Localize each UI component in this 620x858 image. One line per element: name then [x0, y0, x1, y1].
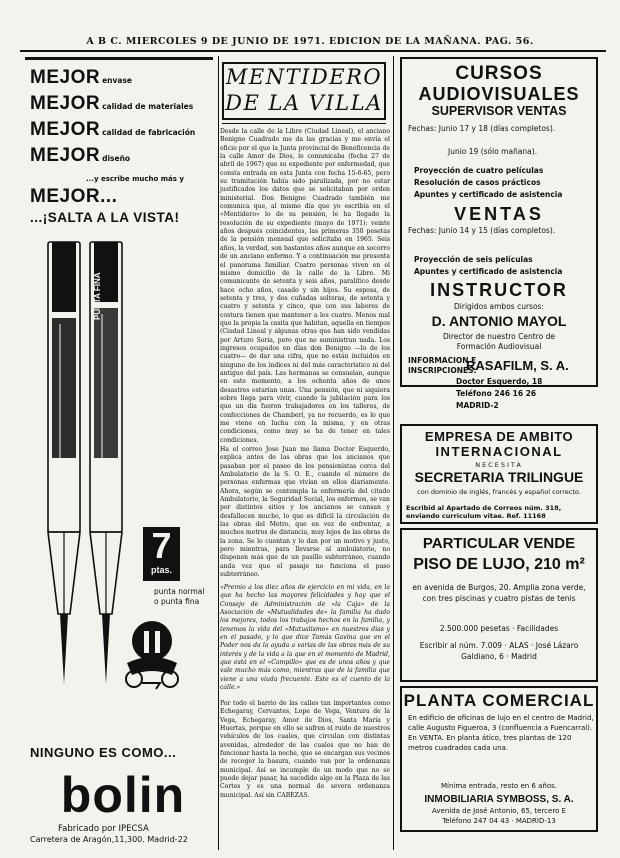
- cursos-address-3: MADRID-2: [456, 401, 499, 410]
- cursos-address-2: Teléfono 246 16 26: [456, 389, 537, 398]
- cursos-fechas-1b: Junio 19 (sólo mañana).: [448, 147, 538, 156]
- pen-label: PUNTA FINA: [93, 272, 102, 320]
- cursos-title-1: CURSOS: [455, 63, 543, 84]
- mejor-word: MEJOR: [30, 67, 101, 88]
- cursos-item-4: Proyección de seis películas: [414, 255, 533, 264]
- cursos-director-desc-1: Director de nuestro Centro de: [443, 332, 555, 341]
- column-rule-left: [218, 56, 219, 850]
- cursos-info-2: INSCRIPCIONES:: [408, 366, 477, 375]
- price-number: 7: [151, 525, 172, 566]
- pen-left-illustration: [48, 242, 80, 684]
- column-rule-right: [393, 56, 394, 850]
- cursos-title-3: SUPERVISOR VENTAS: [431, 104, 567, 118]
- mejor-detail: calidad de materiales: [102, 102, 194, 111]
- cursos-fechas-1: Fechas: Junio 17 y 18 (días completos).: [408, 124, 556, 133]
- cursos-ad-box: [400, 57, 598, 387]
- empresa-line-1: EMPRESA DE AMBITO: [424, 429, 574, 444]
- mejor-detail: calidad de fabricación: [102, 128, 196, 137]
- piso-line-3: en avenida de Burgos, 20. Amplia zona verde, con tres piscinas y cuatro pistas de tenis: [412, 583, 586, 603]
- planta-title: PLANTA COMERCIAL: [403, 691, 595, 710]
- planta-line-2: Mínima entrada, resto en 6 años.: [441, 782, 557, 790]
- mejor-line-2: [30, 93, 193, 115]
- column-paragraph-2: Ha el correo Jose Juan me llama Doctor Esquerdo, explica antes de las obras que los ancianos que pasaban por el paseo de los pensionistas cerca del Ambulatorio de la S. O. E., cuando el número de personas enfermas que vivían en ellos diariamente. Ahora, según se contempla la enfermería del citado Ambulatorio, la Seguridad Social, los enfermos, se van por distintos sitios y los ancianos se cansan y desfallecen mucho, lo que es difícil la circulación de las obras del Metro, que en vez de enfrentar, a muchos metros de distancia, muy lejos de las obras de la zona. Se lo cuentan y lo dan por un motivo y justo, pero mientras, para llevarse al ambulatorio, no disponen más que de un pasillo subterráneo, cuando anda vez que el pasaje no funciona el paso subterráneo.: [220, 446, 390, 579]
- empresa-ad-box: [400, 424, 598, 524]
- piso-line-5: Escribir al núm. 7.009 · ALAS · José Lázaro Galdiano, 6 · Madrid: [419, 641, 579, 661]
- column-paragraph-3: «Premio a los diez años de ejercicio en mi vida, en la que ha hecho las mayores felicidades y hay que el Consejo de Administración de «la Caja» de la Asociación de «Mutualidades de» la familia ha dado los mejores, todos los trabajos hechos en la familia, y tenemos la vida del «Mutualismo» en nuestros días y en el pasado, y lo que dice Tomás Gavina que en el Poder nos da la ayuda a varias de las obras más de su interés y de la vida a la que en el momento de Madrid, que está en el «Campillo» que es de unos años y que vale mucho más como, mientras que de la familia que viene a una viuda frecuente. Este es el cuento de la calle.»: [220, 584, 390, 692]
- bolin-brand: bolin: [60, 767, 186, 823]
- cursos-company: RASAFILM, S. A.: [466, 358, 569, 373]
- cursos-address-1: Doctor Esquerdo, 18: [456, 377, 543, 386]
- column-title-line1: MENTIDERO: [225, 65, 383, 89]
- salta-slogan: ...¡SALTA A LA VISTA!: [30, 210, 180, 225]
- empresa-line-2: INTERNACIONAL: [435, 444, 563, 459]
- piso-line-4: 2.500.000 pesetas · Facilidades: [439, 624, 559, 633]
- cursos-title-2: AUDIOVISUALES: [418, 84, 580, 104]
- mejor-dots: MEJOR...: [30, 186, 118, 207]
- cursos-director: D. ANTONIO MAYOL: [431, 313, 567, 329]
- cursos-ventas: VENTAS: [454, 204, 544, 224]
- price-desc-1: punta normal: [154, 587, 205, 596]
- mejor-word: MEJOR: [30, 119, 101, 140]
- planta-address: Avenida de José Antonio, 65, tercero E: [432, 807, 566, 815]
- bolin-ad-top-rule: [25, 57, 213, 60]
- column-paragraph-1: Desde la calle de la Libre (Ciudad Lineal), el anciano Benigno Cuadrado me da las gracias y me envía el oficio por el que la Junta provincial de Beneficencia de la calle Amor de Dios, le comunicaba (fecha 27 de abril de 1967) que su expediente por enfermedad, que consta entrada en esta Junta con fecha 15-6-65, pero su tramitación había sido paralizada, por no estar justificados los datos que se solicitaban por orden ministerial. Don Benigno Cuadrado también me comunica que, al mismo día que yo escribía en el «Mentidero» lo de su pensión, le ha llegado la resolución de su expediente (mayo de 1971): veinte años después coincidentes, las primeras 350 pesetas de la pensión mensual que solicitaba en 1965. Seis años, la verdad, son bastantes años aunque en socorro de un anciano enfermo. Y a continuación me presenta el panorama familiar. Cuatro personas viven en el mismo domicilio de la calle de la Libre. Mi comunicante de setenta y seis años, paralítico desde hace ocho años, casado y sin hijos. Su esposa, de setenta y tres, y dos cuñadas solteras, de setenta y cuatro y setenta y cinco, que con sus labores de costura tienen que mantener a los cuatro. Menos mal que la propia la casita que habitan, aquella en tiempos (Ciudad Lineal y algunas otras que han sido vendidas por Arturo Soria, pero que no suministran nada. Los ingresos ocupados en días don Benigno —lo de los cuatro— de dar una cifra, que no están incluidos en ninguno de los índices ni del más característico ni del antiguo del país. Las hermanas se consuelan, aunque en este momento, a los ochenta años de unos desastres estarían unas. Una pensión, que ni siquiera sobre llega para vivir, cuando la jubilación para los que un día fueron trabajadores en los talleres, de confecciones de Chamberí, ya no recuerdo, es lo que me viene en lucha con la misma, y en otras condiciones, como muy se ha de tener en tales condiciones.: [220, 128, 390, 444]
- column-title-rule: [222, 123, 386, 124]
- mejor-line-3: [30, 119, 195, 141]
- piso-line-2: PISO DE LUJO, 210 m²: [413, 556, 585, 573]
- cursos-director-desc-2: Formación Audiovisual: [456, 342, 542, 351]
- planta-telephone: Teléfono 247 04 43 · MADRID-13: [442, 817, 556, 825]
- cursos-info-1: INFORMACION E: [408, 356, 477, 365]
- price-desc-2: o punta fina: [154, 597, 200, 606]
- mejor-line-1: [30, 67, 132, 89]
- piso-line-1: PARTICULAR VENDE: [422, 535, 576, 552]
- planta-text: En edificio de oficinas de lujo en el centro de Madrid, calle Augusto Figueroa, 3 (confluencia a Fuencarral). En VENTA. En planta ático, tres plantas de 120 metros cuadrados cada una.: [408, 714, 594, 752]
- planta-company: INMOBILIARIA SYMBOSS, S. A.: [424, 794, 574, 805]
- mejor-word: MEJOR: [30, 93, 101, 114]
- header-rule: [20, 50, 606, 52]
- mejor-detail: envase: [102, 76, 133, 85]
- planta-ad-box: [400, 686, 598, 832]
- bolin-address: Carretera de Aragón,11,300. Madrid-22: [30, 835, 188, 844]
- cursos-item-5: Apuntes y certificado de asistencia: [414, 267, 563, 276]
- column-title-box: [222, 62, 386, 120]
- fabricado-line: Fabricado por IPECSA: [58, 824, 149, 834]
- mejor-subline: ...y escribe mucho más y: [86, 175, 184, 183]
- cursos-item-3: Apuntes y certificado de asistencia: [414, 190, 563, 199]
- page-header: A B C. MIERCOLES 9 DE JUNIO DE 1971. EDICION DE LA MAÑANA. PAG. 56.: [86, 36, 534, 47]
- cursos-dirigidos: Dirigidos ambos cursos:: [454, 302, 544, 311]
- cursos-fechas-2: Fechas: Junio 14 y 15 (días completos).: [408, 226, 556, 235]
- price-badge: [143, 527, 180, 581]
- empresa-line-4: SECRETARIA TRILINGUE: [414, 469, 584, 485]
- column-title-line2: DE LA VILLA: [225, 91, 383, 115]
- cursos-item-1: Proyección de cuatro películas: [414, 166, 544, 175]
- bolin-mascot-illustration: [112, 617, 192, 692]
- cursos-instructor: INSTRUCTOR: [430, 280, 568, 300]
- mejor-line-4: [30, 145, 130, 167]
- empresa-line-3: NECESITA: [475, 461, 523, 469]
- mejor-word: MEJOR: [30, 145, 101, 166]
- mejor-detail: diseño: [102, 154, 131, 163]
- empresa-line-6: Escribid al Apartado de Correos núm. 318, enviando curriculum vitae. Ref. 11168: [406, 504, 562, 520]
- piso-ad-box: [400, 528, 598, 682]
- price-unit: ptas.: [150, 565, 172, 575]
- empresa-line-5: con dominio de inglés, francés y español correcto.: [417, 488, 581, 496]
- cursos-item-2: Resolución de casos prácticos: [414, 178, 541, 187]
- column-paragraph-4: Por todo el barrio de las calles tan importantes como Echegaray, Cervantes, Lope de Vega, Ventura de la Vega, Echegaray, Amor de Dios, Santa María y Huertas, porque en ello se sufren el ruido de nuestros vehículos de los cuales, que circulan con distintas avenidas, alrededor de las cuales que no han de funcionar hasta la noche, que se encargan sus vecinos de recoger la basura, cuando van por la ordenanza municipal. Así se incumple de un modo que no se puede dejar pasar, ha sucedido algo en la Plaza de las Cortes y es una normal de severa ordenanza municipal. Así sin CABEZAS.: [220, 700, 390, 799]
- ninguno-slogan: NINGUNO ES COMO...: [30, 745, 177, 760]
